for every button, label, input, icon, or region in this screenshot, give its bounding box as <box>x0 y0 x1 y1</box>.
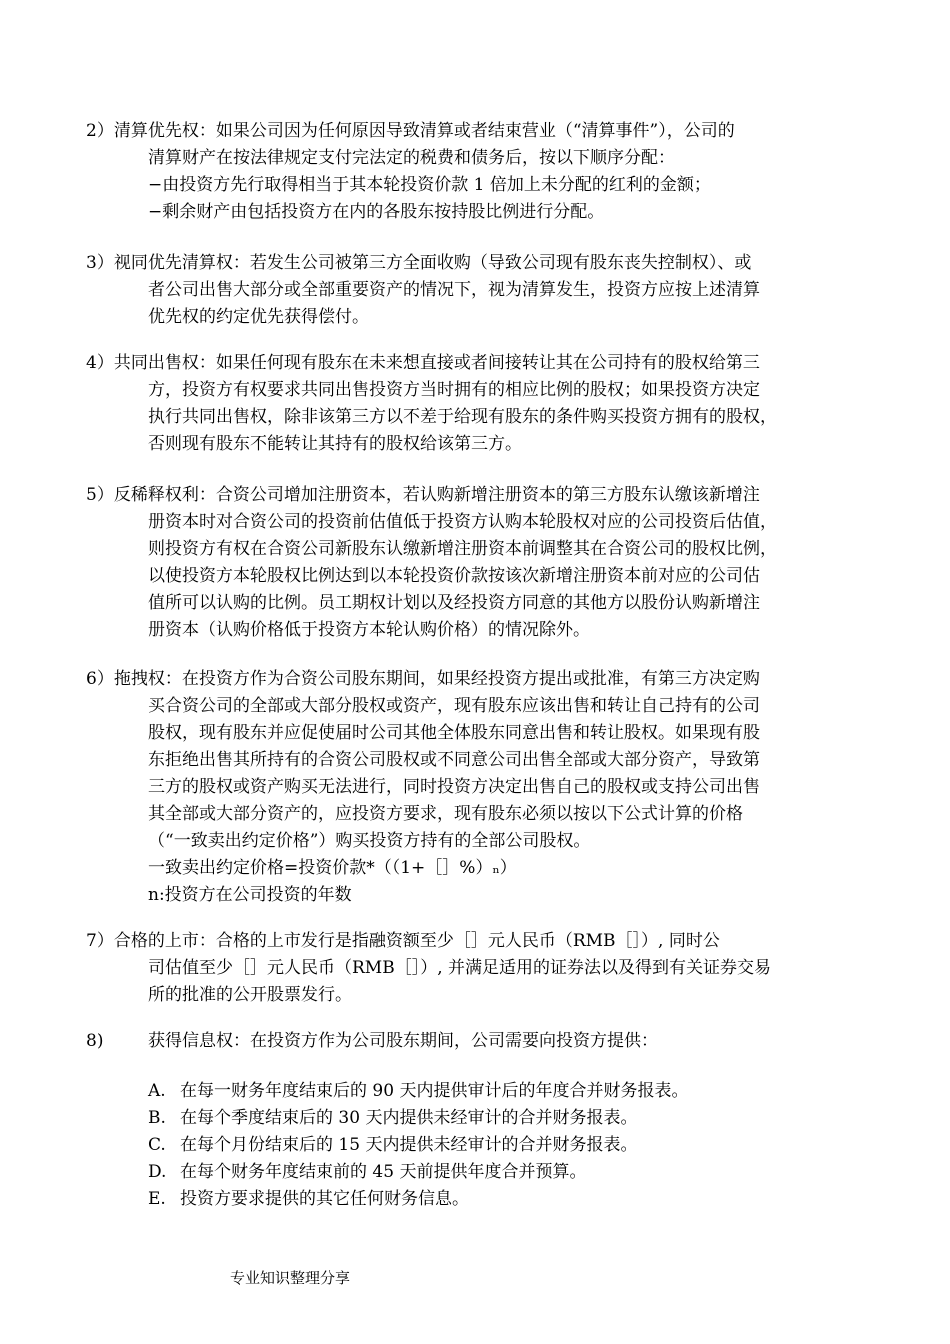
clause-heading-line: 5）反稀释权利：合资公司增加注册资本，若认购新增注册资本的第三方股东认缴该新增注 <box>86 485 760 505</box>
clause-line: 所的批准的公开股票发行。 <box>148 985 352 1005</box>
list-item <box>148 1132 908 1159</box>
clause-line: 否则现有股东不能转让其持有的股权给该第三方。 <box>148 434 522 454</box>
clause-body <box>86 509 906 644</box>
list-item-letter: D. <box>148 1162 167 1182</box>
list-item-text: 在每一财务年度结束后的 90 天内提供审计后的年度合并财务报表。 <box>180 1081 689 1101</box>
clause-line: 以使投资方本轮股权比例达到以本轮投资价款按该次新增注册资本前对应的公司估 <box>148 566 760 586</box>
list-item-letter: C. <box>148 1135 166 1155</box>
clause-line: 东拒绝出售其所持有的合资公司股权或不同意公司出售全部或大部分资产，导致第 <box>148 750 760 770</box>
clause-heading-line: 4）共同出售权：如果任何现有股东在未来想直接或者间接转让其在公司持有的股权给第三 <box>86 353 760 373</box>
clause-line: （“一致卖出约定价格”）购买投资方持有的全部公司股权。 <box>148 831 591 851</box>
clause-line: −剩余财产由包括投资方在内的各股东按持股比例进行分配。 <box>148 202 605 222</box>
clause-body <box>86 145 906 226</box>
clause-line: 值所可以认购的比例。员工期权计划以及经投资方同意的其他方以股份认购新增注 <box>148 593 760 613</box>
clause-body <box>86 277 906 331</box>
list-item <box>148 1078 908 1105</box>
clause-deemed-liquidation <box>86 250 906 331</box>
clause-line: 三方的股权或资产购买无法进行，同时投资方决定出售自己的股权或支持公司出售 <box>148 777 760 797</box>
clause-co-sale-right <box>86 350 906 458</box>
clause-body <box>86 693 906 909</box>
list-item-letter: E. <box>148 1189 166 1209</box>
clause-line: 执行共同出售权，除非该第三方以不差于给现有股东的条件购买投资方拥有的股权， <box>148 407 777 427</box>
clause-anti-dilution <box>86 482 906 644</box>
info-rights-list <box>148 1078 908 1213</box>
clause-line: 其全部或大部分资产的，应投资方要求，现有股东必须以按以下公式计算的价格 <box>148 804 743 824</box>
clause-line: 册资本时对合资公司的投资前估值低于投资方认购本轮股权对应的公司投资后估值， <box>148 512 777 532</box>
list-item-letter: A. <box>148 1081 166 1101</box>
clause-line: 则投资方有权在合资公司新股东认缴新增注册资本前调整其在合资公司的股权比例， <box>148 539 777 559</box>
list-item-text: 在每个财务年度结束前的 45 天前提供年度合并预算。 <box>180 1162 587 1182</box>
clause-liquidation-preference <box>86 118 906 226</box>
price-formula: 一致卖出约定价格=投资价款*（（1+［］%）ₙ） <box>148 858 517 878</box>
list-item-text: 在每个月份结束后的 15 天内提供未经审计的合并财务报表。 <box>180 1135 638 1155</box>
clause-heading-line: 6）拖拽权：在投资方作为合资公司股东期间，如果经投资方提出或批准，有第三方决定购 <box>86 669 760 689</box>
clause-qualified-ipo <box>86 928 906 1009</box>
list-item-text: 投资方要求提供的其它任何财务信息。 <box>180 1189 469 1209</box>
clause-body <box>86 377 906 458</box>
clause-line: 优先权的约定优先获得偿付。 <box>148 307 369 327</box>
list-item <box>148 1186 908 1213</box>
clause-body <box>86 955 906 1009</box>
formula-note: n:投资方在公司投资的年数 <box>148 885 352 905</box>
list-item <box>148 1105 908 1132</box>
list-item-letter: B. <box>148 1108 166 1128</box>
clause-line: 册资本（认购价格低于投资方本轮认购价格）的情况除外。 <box>148 620 590 640</box>
clause-line: 买合资公司的全部或大部分股权或资产，现有股东应该出售和转让自己持有的公司 <box>148 696 760 716</box>
clause-heading-line: 2）清算优先权：如果公司因为任何原因导致清算或者结束营业（“清算事件”），公司的 <box>86 121 735 141</box>
clause-line: 司估值至少［］元人民币（RMB［］）, 并满足适用的证券法以及得到有关证券交易 <box>148 958 772 978</box>
clause-drag-along <box>86 666 906 909</box>
clause-heading-line: 3）视同优先清算权：若发生公司被第三方全面收购（导致公司现有股东丧失控制权）、或 <box>86 253 752 273</box>
page-footer: 专业知识整理分享 <box>230 1269 351 1287</box>
clause-line: 方，投资方有权要求共同出售投资方当时拥有的相应比例的股权；如果投资方决定 <box>148 380 760 400</box>
clause-info-right-heading: 获得信息权：在投资方作为公司股东期间，公司需要向投资方提供： <box>148 1031 658 1051</box>
list-item-text: 在每个季度结束后的 30 天内提供未经审计的合并财务报表。 <box>180 1108 638 1128</box>
clause-line: 清算财产在按法律规定支付完法定的税费和债务后，按以下顺序分配： <box>148 148 675 168</box>
clause-heading-line: 7）合格的上市：合格的上市发行是指融资额至少［］元人民币（RMB［］）, 同时公 <box>86 931 720 951</box>
clause-line: −由投资方先行取得相当于其本轮投资价款 1 倍加上未分配的红利的金额； <box>148 175 711 195</box>
clause-line: 股权，现有股东并应促使届时公司其他全体股东同意出售和转让股权。如果现有股 <box>148 723 760 743</box>
clause-number: 8) <box>86 1031 104 1051</box>
list-item <box>148 1159 908 1186</box>
clause-line: 者公司出售大部分或全部重要资产的情况下，视为清算发生，投资方应按上述清算 <box>148 280 760 300</box>
